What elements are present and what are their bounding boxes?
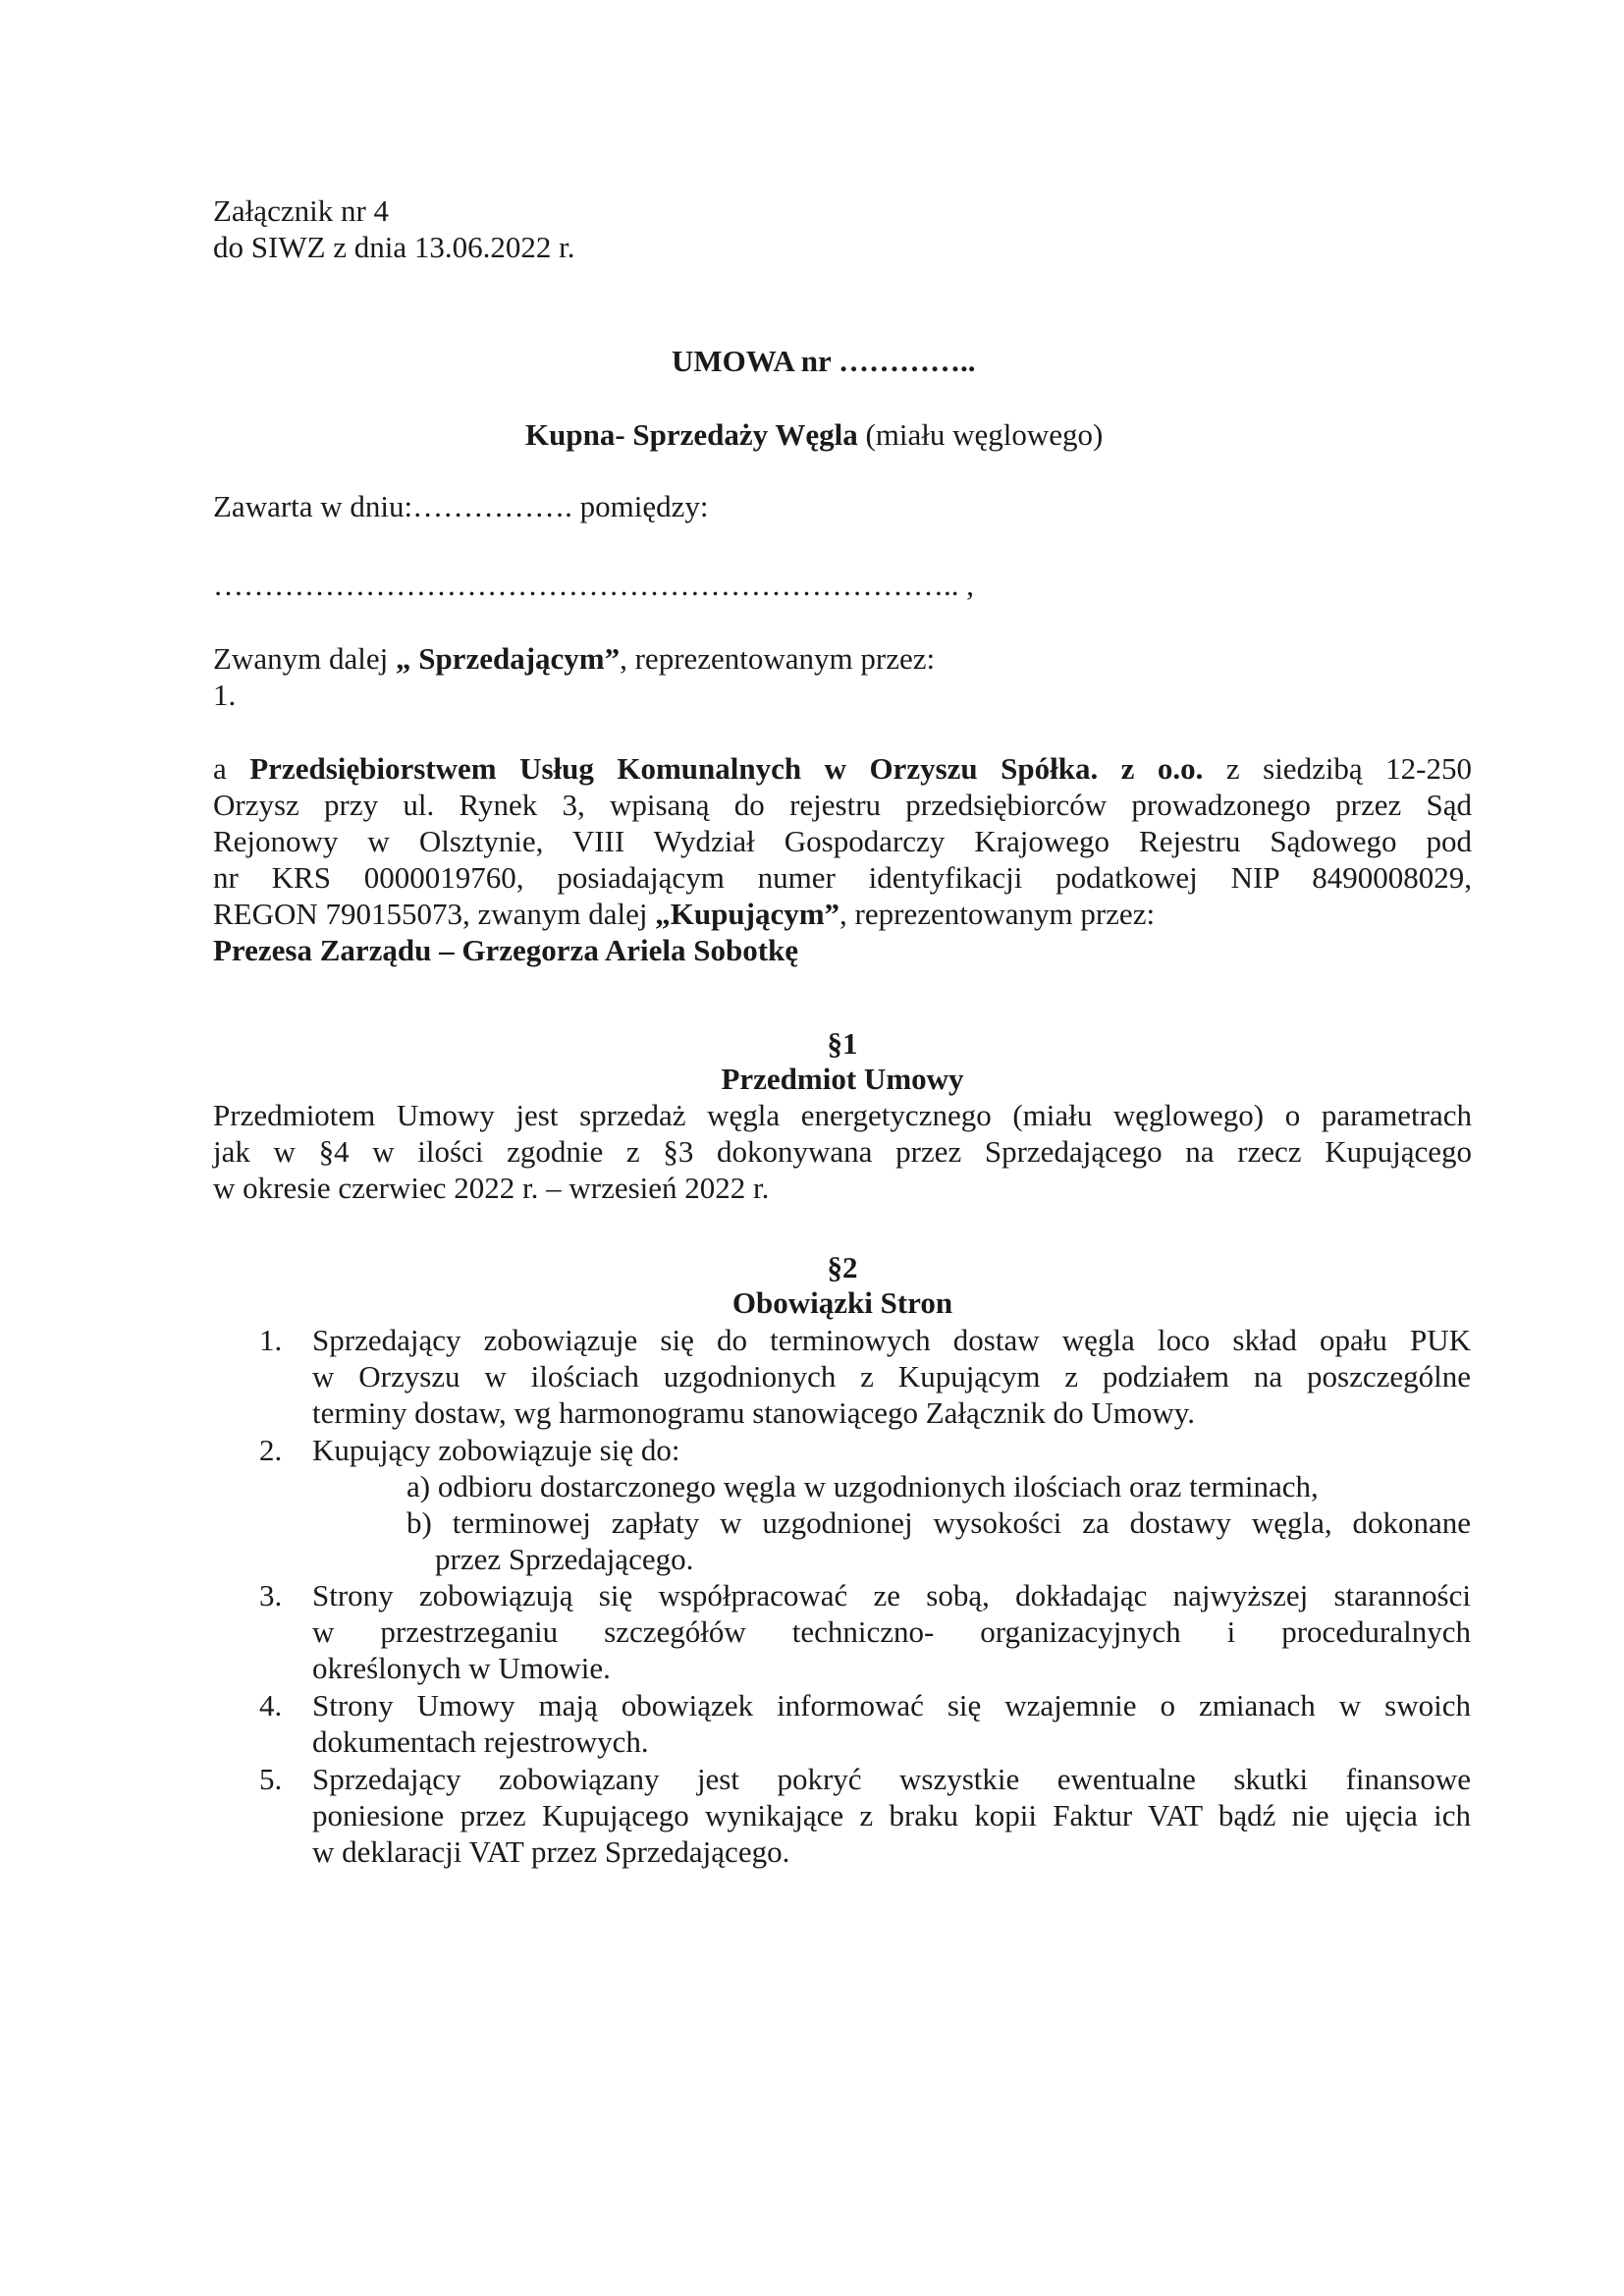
list-item-line: poniesione przez Kupującego wynikające z braku kopii Faktur VAT bądź nie ujęcia ich <box>312 1798 1471 1832</box>
sub-list <box>406 1468 1471 1541</box>
buyer-line: Rejonowy w Olsztynie, VIII Wydział Gospodarczy Krajowego Rejestru Sądowego pod <box>213 824 1472 858</box>
buyer-paragraph <box>213 750 1472 968</box>
seller-label: „ Sprzedającym” <box>395 641 621 676</box>
section-1-body <box>213 1097 1472 1206</box>
list-item-line: dokumentach rejestrowych. <box>312 1724 649 1759</box>
list-item <box>312 1322 1471 1431</box>
section-2-title: Obowiązki Stron <box>731 1285 953 1320</box>
list-item-line: Strony Umowy mają obowiązek informować się wzajemnie o zmianach w swoich <box>312 1688 1471 1722</box>
section-2-number: §2 <box>827 1250 858 1285</box>
list-item <box>312 1687 1471 1760</box>
buyer-pre: a <box>213 751 250 786</box>
sub-list-item: b) terminowej zapłaty w uzgodnionej wysokości za dostawy węgla, dokonane <box>406 1505 1471 1540</box>
seller-designation <box>213 640 1472 713</box>
attachment-number: Załącznik nr 4 <box>213 193 390 228</box>
buyer-line: Orzysz przy ul. Rynek 3, wpisaną do rejestru przedsiębiorców prowadzonego przez Sąd <box>213 788 1472 822</box>
subtitle-rest: (miału węglowego) <box>857 417 1104 452</box>
buyer-name: Przedsiębiorstwem Usług Komunalnych w Orzyszu Spółka. z o.o. <box>249 751 1204 786</box>
list-item-number: 1. <box>259 1323 283 1357</box>
section-1-line: jak w §4 w ilości zgodnie z §3 dokonywana przez Sprzedającego na rzecz Kupującego <box>213 1134 1472 1169</box>
list-item-line: Strony zobowiązują się współpracować ze sobą, dokładając najwyższej staranności <box>312 1578 1471 1613</box>
list-item-line: w Orzyszu w ilościach uzgodnionych z Kupującym z podziałem na poszczególne <box>312 1359 1471 1394</box>
buyer-representative: Prezesa Zarządu – Grzegorza Ariela Sobotkę <box>213 933 799 967</box>
subtitle-bold: Kupna- Sprzedaży Węgla <box>525 417 858 452</box>
seller-dots: ……………………………………………………………….. , <box>213 568 974 602</box>
list-item-line: określonych w Umowie. <box>312 1651 611 1685</box>
contract-title-text: UMOWA nr ………….. <box>672 344 976 378</box>
list-item <box>312 1577 1471 1686</box>
sub-list-item: przez Sprzedającego. <box>435 1542 694 1576</box>
sub-list-item: a) odbioru dostarczonego węgla w uzgodnionych ilościach oraz terminach, <box>406 1469 1319 1503</box>
buyer-post: z siedzibą 12-250 <box>1203 751 1472 786</box>
contract-number-title <box>672 343 1261 379</box>
section-1-line: Przedmiotem Umowy jest sprzedaż węgla energetycznego (miału węglowego) o parametrach <box>213 1098 1472 1132</box>
list-item-number: 4. <box>259 1688 283 1722</box>
seller-post: , reprezentowanym przez: <box>620 641 936 676</box>
attachment-date: do SIWZ z dnia 13.06.2022 r. <box>213 230 575 264</box>
buyer-label: „Kupującym” <box>655 897 840 931</box>
seller-rep-number: 1. <box>213 678 237 712</box>
list-item-number: 2. <box>259 1433 283 1467</box>
attachment-header <box>213 192 1472 265</box>
section-1-title: Przedmiot Umowy <box>721 1062 964 1096</box>
list-item-line: w przestrzeganiu szczegółów techniczno- organizacyjnych i proceduralnych <box>312 1614 1471 1649</box>
list-item-line: Kupujący zobowiązuje się do: <box>312 1433 680 1467</box>
list-item <box>312 1761 1471 1870</box>
list-item <box>312 1432 1471 1468</box>
seller-placeholder <box>213 567 1472 603</box>
list-item-line: Sprzedający zobowiązuje się do terminowych dostaw węgla loco skład opału PUK <box>312 1323 1471 1357</box>
buyer-rep: , reprezentowanym przez: <box>839 897 1156 931</box>
seller-pre: Zwanym dalej <box>213 641 396 676</box>
buyer-line: nr KRS 0000019760, posiadającym numer identyfikacji podatkowej NIP 8490008029, <box>213 860 1472 895</box>
buyer-regon: REGON 790155073, zwanym dalej <box>213 897 656 931</box>
section-1-number: §1 <box>827 1026 858 1061</box>
concluded-on-text: Zawarta w dniu:……………. pomiędzy: <box>213 489 709 523</box>
list-item-line: terminy dostaw, wg harmonogramu stanowiącego Załącznik do Umowy. <box>312 1395 1196 1430</box>
contract-subtitle <box>525 416 1311 453</box>
list-item-line: w deklaracji VAT przez Sprzedającego. <box>312 1834 790 1869</box>
section-1-line: w okresie czerwiec 2022 r. – wrzesień 2022 r. <box>213 1171 770 1205</box>
concluded-on <box>213 488 1472 524</box>
list-item-number: 5. <box>259 1762 283 1796</box>
list-item-line: Sprzedający zobowiązany jest pokryć wszystkie ewentualne skutki finansowe <box>312 1762 1471 1796</box>
list-item-number: 3. <box>259 1578 283 1613</box>
sub-list-continuation <box>435 1541 1471 1577</box>
